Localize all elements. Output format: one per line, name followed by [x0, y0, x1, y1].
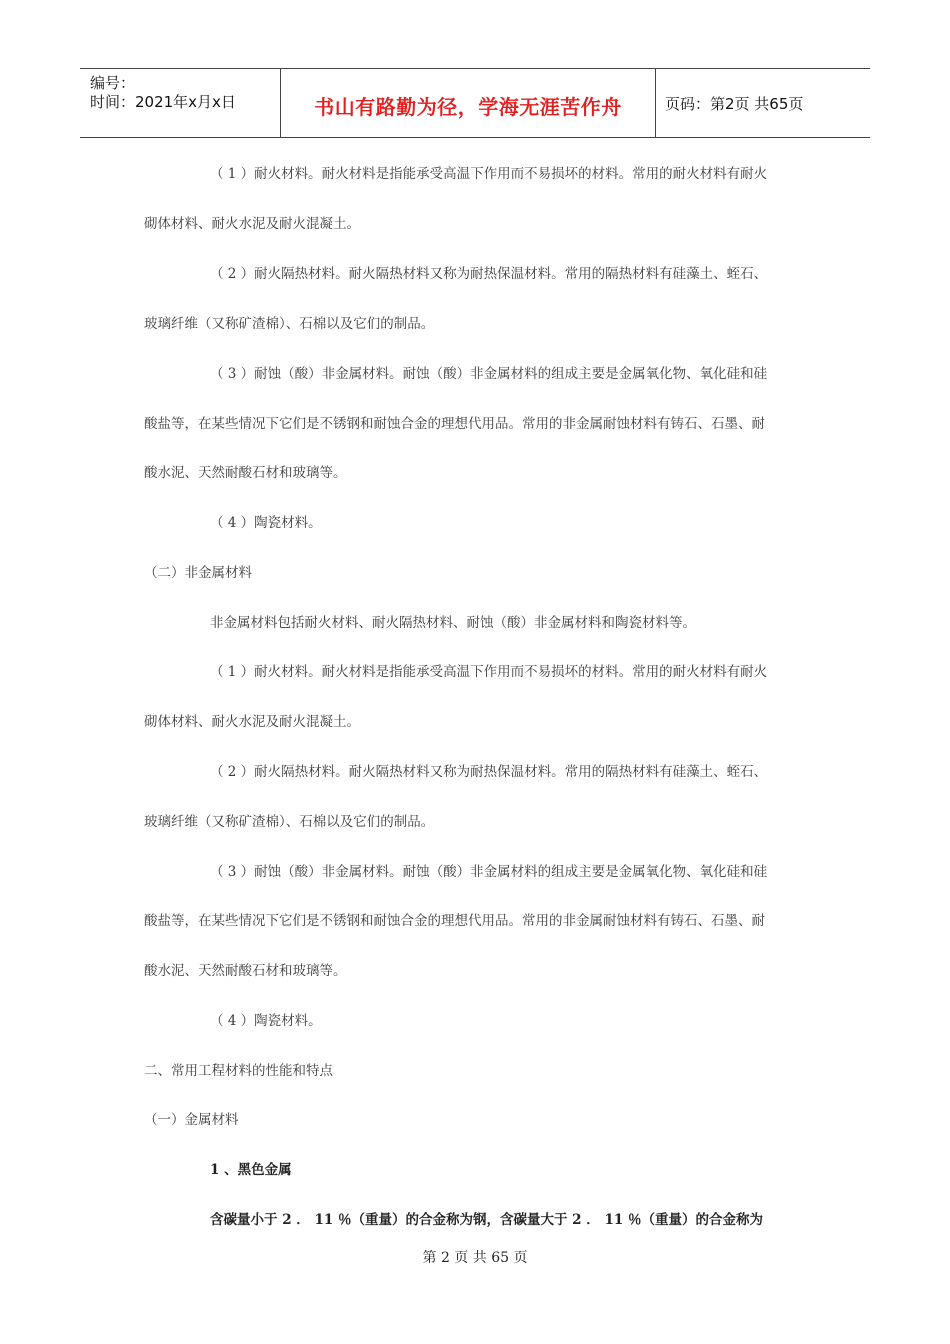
- body-line: 酸水泥、天然耐酸石材和玻璃等。: [144, 465, 347, 481]
- header-right-cell: [655, 69, 870, 137]
- body-line: （ 2 ）耐火隔热材料。耐火隔热材料又称为耐热保温材料。常用的隔热材料有硅藻土、蛭石、: [210, 266, 768, 282]
- section-heading: （二）非金属材料: [144, 565, 252, 581]
- body-line: （ 4 ）陶瓷材料。: [210, 1013, 322, 1029]
- body-line-bold: 含碳量小于 2 ． 11 ％（重量）的合金称为钢，含碳量大于 2 ． 11 ％（重量）的合金称为: [210, 1212, 763, 1228]
- subsection-heading: 1 、黑色金属: [210, 1162, 292, 1178]
- body-line: 砌体材料、耐火水泥及耐火混凝土。: [144, 216, 360, 232]
- section-heading: （一）金属材料: [144, 1112, 239, 1128]
- body-line: 非金属材料包括耐火材料、耐火隔热材料、耐蚀（酸）非金属材料和陶瓷材料等。: [210, 615, 696, 631]
- body-line: 玻璃纤维（又称矿渣棉）、石棉以及它们的制品。: [144, 814, 435, 830]
- document-time-label: 时间：2021年x月x日: [90, 93, 236, 111]
- body-line: （ 1 ）耐火材料。耐火材料是指能承受高温下作用而不易损坏的材料。常用的耐火材料有耐火: [210, 664, 768, 680]
- page-header: [80, 68, 870, 138]
- body-line: （ 1 ）耐火材料。耐火材料是指能承受高温下作用而不易损坏的材料。常用的耐火材料有耐火: [210, 166, 768, 182]
- body-line: 酸水泥、天然耐酸石材和玻璃等。: [144, 963, 347, 979]
- page-footer: 第 2 页 共 65 页: [422, 1250, 528, 1266]
- header-motto: 书山有路勤为径，学海无涯苦作舟: [314, 95, 622, 119]
- body-line: （ 2 ）耐火隔热材料。耐火隔热材料又称为耐热保温材料。常用的隔热材料有硅藻土、蛭石、: [210, 764, 768, 780]
- document-number-label: 编号：: [90, 74, 136, 92]
- body-line: （ 3 ）耐蚀（酸）非金属材料。耐蚀（酸）非金属材料的组成主要是金属氧化物、氧化硅和硅: [210, 366, 768, 382]
- header-page-label: 页码：第2页 共65页: [665, 95, 804, 113]
- header-left-cell: [80, 69, 280, 137]
- body-line: 砌体材料、耐火水泥及耐火混凝土。: [144, 714, 360, 730]
- section-heading: 二、常用工程材料的性能和特点: [144, 1063, 333, 1079]
- header-motto-cell: [280, 69, 656, 137]
- body-line: 酸盐等，在某些情况下它们是不锈钢和耐蚀合金的理想代用品。常用的非金属耐蚀材料有铸石、石墨、耐: [144, 913, 765, 929]
- body-line: 玻璃纤维（又称矿渣棉）、石棉以及它们的制品。: [144, 316, 435, 332]
- body-line: （ 3 ）耐蚀（酸）非金属材料。耐蚀（酸）非金属材料的组成主要是金属氧化物、氧化硅和硅: [210, 864, 768, 880]
- body-line: （ 4 ）陶瓷材料。: [210, 515, 322, 531]
- body-line: 酸盐等，在某些情况下它们是不锈钢和耐蚀合金的理想代用品。常用的非金属耐蚀材料有铸石、石墨、耐: [144, 416, 765, 432]
